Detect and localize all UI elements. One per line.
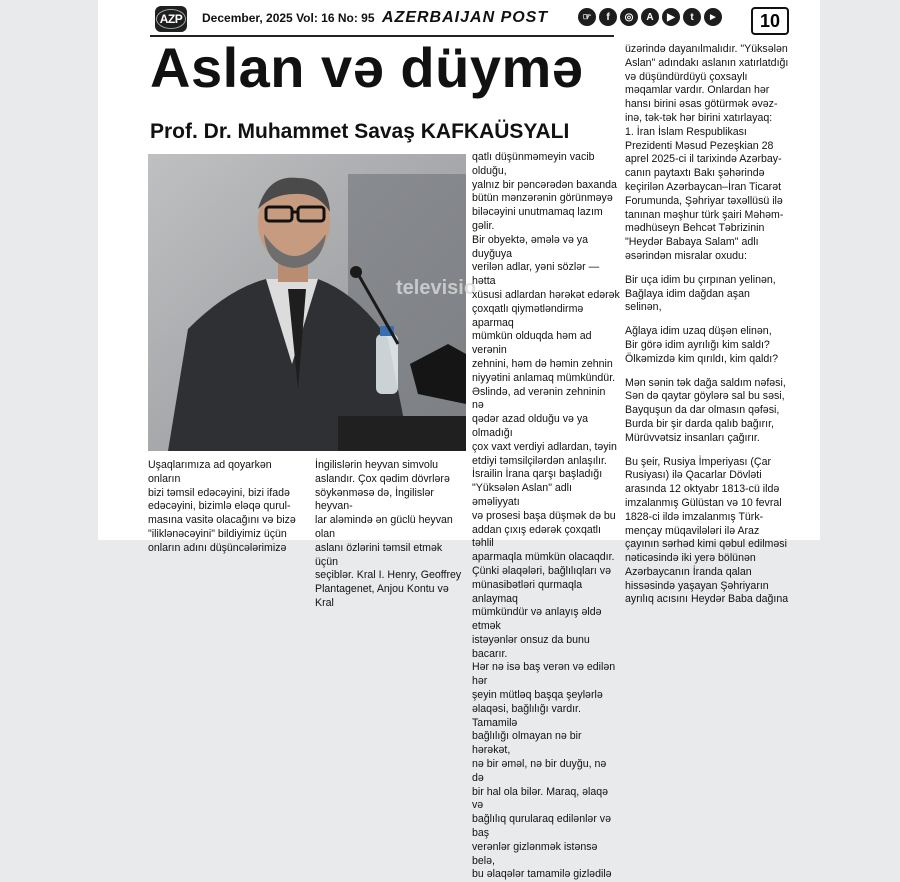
link-icon[interactable]: ☞ [578, 8, 596, 26]
article-headline: Aslan və düymə [150, 36, 584, 99]
paragraph: qatlı düşünməmeyin vacib olduğu, yalnız bir pəncərədən baxanda bütün mənzərənin görünməyə biləcəyini unutmamaq lazım gəlir. Bir obyektə, əmələ və ya duyğuya verilən adlar, yəni sözlər — hətta xüsusi adlardan hərəkət edərək çoxqatlı qiymətləndirmə aparmaq mümkün olduqda həm ad verənin zehnini, həm də həmin zehnin niyyətini anlamaq mümkündür. Əslində, ad verənin zehninin nə qədər azad olduğu və ya olmadığı çox vaxt verdiyi adlardan, təyin etdiyi təmsilçilərdən anlaşılır. İsrailin İrana qarşı başladığı "Yüksələn Aslan" adlı əməliyyatı və prosesi başa düşmək də bu addan çıxış edərək çoxqatlı təhlil aparmaqla mümkün olacaqdır. Çünki əlaqələri, bağlılıqları və münasibətləri qurmaqla anlaymaq mümkündür və anlayış əldə etmək istəyənlər onsuz da bunu bacarır. Hər nə isə baş verən və edilən hər şeyin mütləq başqa şeylərlə əlaqəsi, bağlılığı vardır. Tamamilə bağlılığı olmayan nə bir hərəkət, nə bir əməl, nə bir duyğu, nə də bir hal ola bilər. Maraq, əlaqə və bağlılıq qurularaq edilənlər və baş verənlər gizlənmək istənsə belə, bu əlaqələr tamamilə gizlədilə [472, 151, 620, 881]
youtube-icon[interactable]: ▶ [662, 8, 680, 26]
photo-illustration [148, 154, 477, 451]
page-number: 10 [751, 7, 789, 35]
social-icons [578, 8, 722, 26]
twitter-icon[interactable]: t [683, 8, 701, 26]
article-column-1b [315, 459, 467, 611]
backdrop-text: televisio [396, 277, 477, 299]
author-photo [148, 154, 477, 451]
paragraph: İngilislərin heyvan simvolu aslandır. Çox qədim dövrlərə söykənməsə də, İngilislər heyvan- lar aləmində ən güclü heyvan olan aslanı özlərini təmsil etmək üçün seçiblər. Kral I. Henry, Geoffrey Plantagenet, Anjou Kontu və Kral [315, 459, 462, 609]
play-icon[interactable]: ► [704, 8, 722, 26]
logo-text: AZP [156, 9, 187, 29]
article-column-3 [625, 43, 793, 607]
article-author: Prof. Dr. Muhammet Savaş KAFKAÜSYALI [150, 120, 570, 143]
poem-stanza: Ağlaya idim uzaq düşən elinən, Bir görə idim ayrılığı kim saldı? Ölkəmizdə kim qırıldı, kim qaldı? [625, 325, 779, 365]
paragraph: Bu şeir, Rusiya İmperiyası (Çar Rusiyası) ilə Qacarlar Dövləti arasında 12 oktyabr 1813-cü ildə imzalanmış Gülüstan və 10 fevral 1828-ci ildə imzalanmış Türk- mençay müqavilələri ilə Araz çayının sərhəd kimi qəbul edilməsi nəticəsində iki yerə bölünən Azərbaycanın İranda qalan hissəsində yaşayan Şəhriyarın ayrılıq acısını Heydər Baba dağına [625, 455, 789, 606]
poem-stanza: Bir uça idim bu çırpınan yelinən, Bağlaya idim dağdan aşan selinən, [625, 273, 776, 314]
issue-date: December, 2025 Vol: 16 No: 95 [202, 11, 375, 25]
newspaper-page [98, 0, 820, 881]
paragraph: üzərində dayanılmalıdır. "Yüksələn Aslan" adındakı aslanın xatırlatdığı və düşündürdüyü çoxsaylı məqamlar vardır. Onlardan hər hansı birini əsas götürmək əvəz- inə, tək-tək hər birini xatırlayaq: 1. İran İslam Respublikası Prezidenti Məsud Pezeşkian 28 aprel 2025-ci il tarixində Azərbay- canın paytaxtı Bakı şəhərində keçirilən Azərbaycan–İran Ticarət Forumunda, Şəhriyar təxəllüsü ilə tanınan məşhur türk şairi Məhəm- mədhüseyn Behcət Təbrizinin "Heydər Babaya Salam" adlı əsərindən misralar oxudu: [625, 43, 789, 262]
poem-stanza: Mən sənin tək dağa saldım nəfəsi, Sən də qaytar göylərə sal bu səsi, Bayquşun da dar olmasın qəfəsi, Burda bir şir darda qalıb bağırır, Mürüvvətsiz insanları çağırır. [625, 376, 786, 444]
instagram-icon[interactable]: ◎ [620, 8, 638, 26]
azp-icon[interactable]: A [641, 8, 659, 26]
article-column-2 [472, 151, 620, 882]
publication-logo[interactable] [155, 6, 187, 32]
article-column-1a [148, 459, 306, 556]
publication-title: AZERBAIJAN POST [382, 9, 549, 26]
facebook-icon[interactable]: f [599, 8, 617, 26]
paragraph: Uşaqlarımıza ad qoyarkən onların bizi təmsil edəcəyini, bizi ifadə edəcəyini, bizimlə eləqə qurul- masına vasitə olacağını və bizə "iliklənəcəyini" bildiyimiz üçün onların adını düşüncələrimizə [148, 459, 296, 554]
